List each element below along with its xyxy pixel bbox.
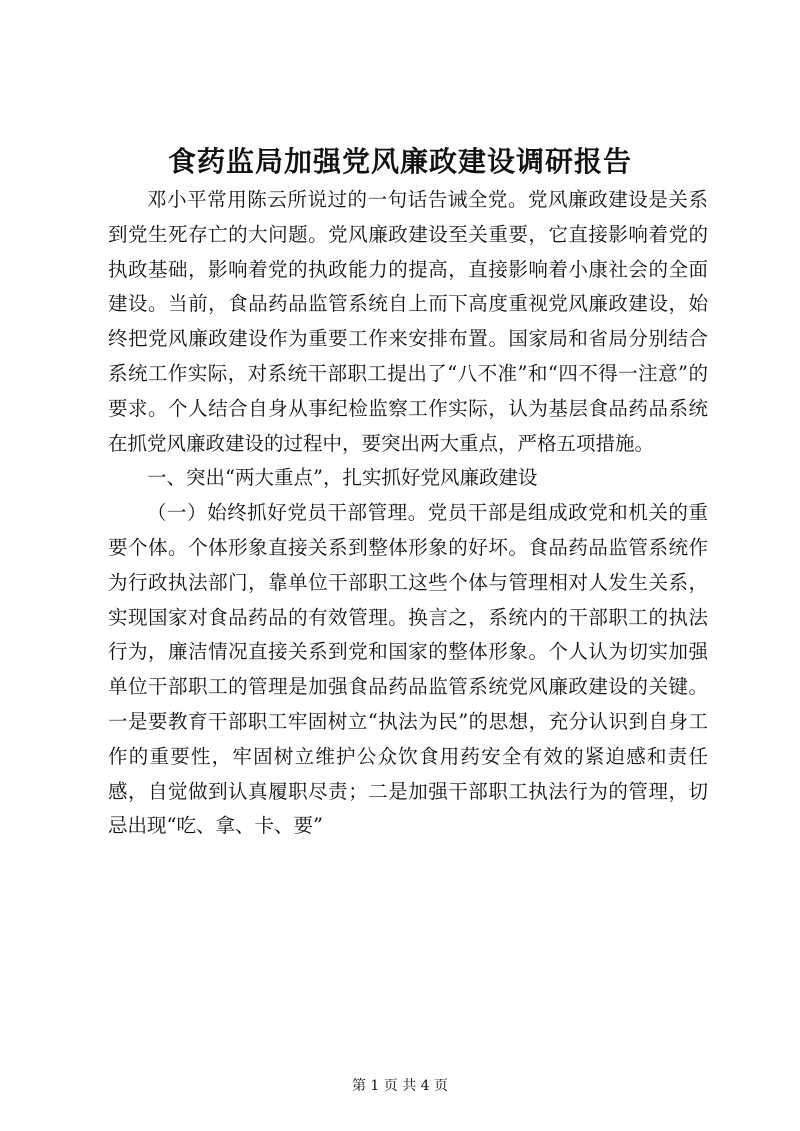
paragraph-subsection-1: （一）始终抓好党员干部管理。党员干部是组成政党和机关的重要个体。个体形象直接关系到整体形象的好坏。食品药品监管系统作为行政执法部门，靠单位干部职工这些个体与管理相对人发生关系，实现国家对食品药品的有效管理。换言之，系统内的干部职工的执法行为，廉洁情况直接关系到党和国家的整体形象。个人认为切实加强单位干部职工的管理是加强食品药品监管系统党风廉政建设的关键。一是要教育干部职工牢固树立“执法为民”的思想，充分认识到自身工作的重要性，牢固树立维护公众饮食用药安全有效的紧迫感和责任感，自觉做到认真履职尽责；二是加强干部职工执法行为的管理，切忌出现“吃、拿、卡、要”	[108, 501, 708, 838]
section-heading-1: 一、突出“两大重点”，扎实抓好党风廉政建设	[147, 466, 538, 490]
page-footer: 第 1 页 共 4 页	[351, 1078, 449, 1094]
document-body	[108, 183, 708, 844]
paragraph-intro: 邓小平常用陈云所说过的一句话告诫全党。党风廉政建设是关系到党生死存亡的大问题。党风廉政建设至关重要，它直接影响着党的执政基础，影响着党的执政能力的提高，直接影响着小康社会的全面建设。当前，食品药品监管系统自上而下高度重视党风廉政建设，始终把党风廉政建设作为重要工作来安排布置。国家局和省局分别结合系统工作实际，对系统干部职工提出了“八不准”和“四不得一注意”的要求。个人结合自身从事纪检监察工作实际，认为基层食品药品系统在抓党风廉政建设的过程中，要突出两大重点，严格五项措施。	[108, 188, 708, 455]
document-title: 食药监局加强党风廉政建设调研报告	[167, 145, 632, 178]
